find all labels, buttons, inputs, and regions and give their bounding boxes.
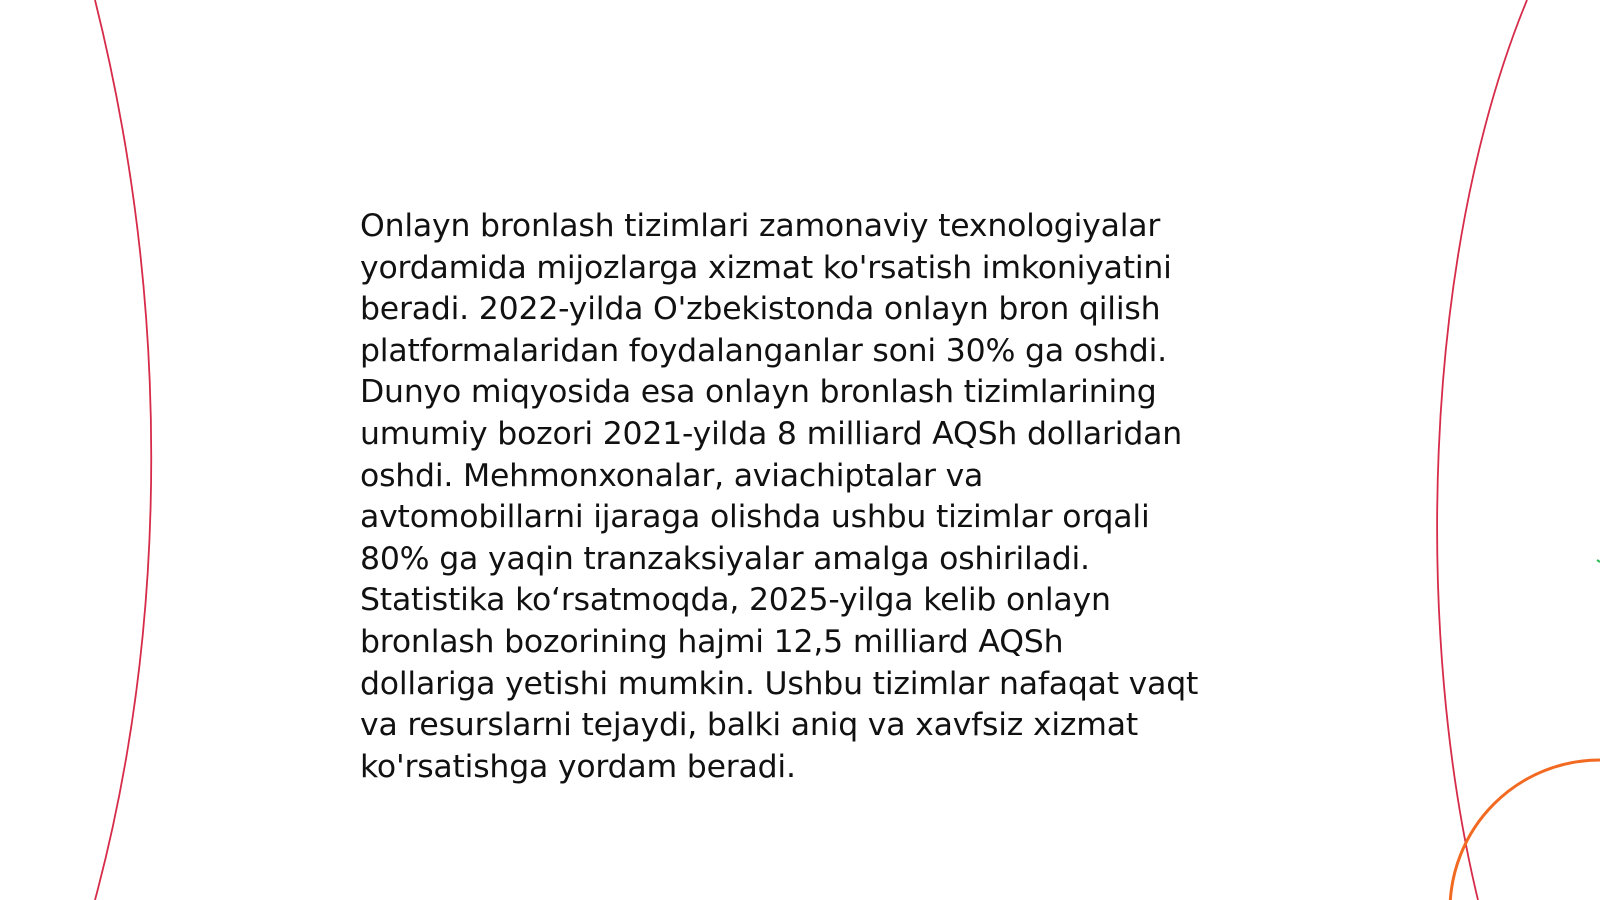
corner-circle-decoration <box>1450 760 1600 900</box>
paragraph-line: 80% ga yaqin tranzaksiyalar amalga oshiriladi. <box>360 540 1090 577</box>
paragraph-line: ko'rsatishga yordam beradi. <box>360 748 796 785</box>
paragraph-line: bronlash bozorining hajmi 12,5 milliard AQSh <box>360 623 1064 660</box>
paragraph-line: Onlayn bronlash tizimlari zamonaviy texnologiyalar <box>360 208 1161 244</box>
right-arc-decoration <box>1437 0 1527 900</box>
slide-body-text <box>360 206 1260 788</box>
paragraph-line: umumiy bozori 2021-yilda 8 milliard AQSh dollaridan <box>360 415 1182 452</box>
paragraph-line: platformalaridan foydalanganlar soni 30% ga oshdi. <box>360 332 1167 369</box>
paragraph-line: yordamida mijozlarga xizmat ko'rsatish imkoniyatini <box>360 249 1172 286</box>
paragraph-line: avtomobillarni ijaraga olishda ushbu tizimlar orqali <box>360 499 1150 536</box>
paragraph-line: va resurslarni tejaydi, balki aniq va xavfsiz xizmat <box>360 707 1139 744</box>
paragraph-line: beradi. 2022-yilda O'zbekistonda onlayn bron qilish <box>360 291 1161 328</box>
paragraph-line: Statistika ko‘rsatmoqda, 2025-yilga kelib onlayn <box>360 582 1111 619</box>
left-arc-decoration <box>95 0 151 900</box>
paragraph-line: dollariga yetishi mumkin. Ushbu tizimlar nafaqat vaqt <box>360 665 1199 702</box>
paragraph-line: oshdi. Mehmonxonalar, aviachiptalar va <box>360 457 984 494</box>
paragraph-line: Dunyo miqyosida esa onlayn bronlash tizimlarining <box>360 374 1157 411</box>
